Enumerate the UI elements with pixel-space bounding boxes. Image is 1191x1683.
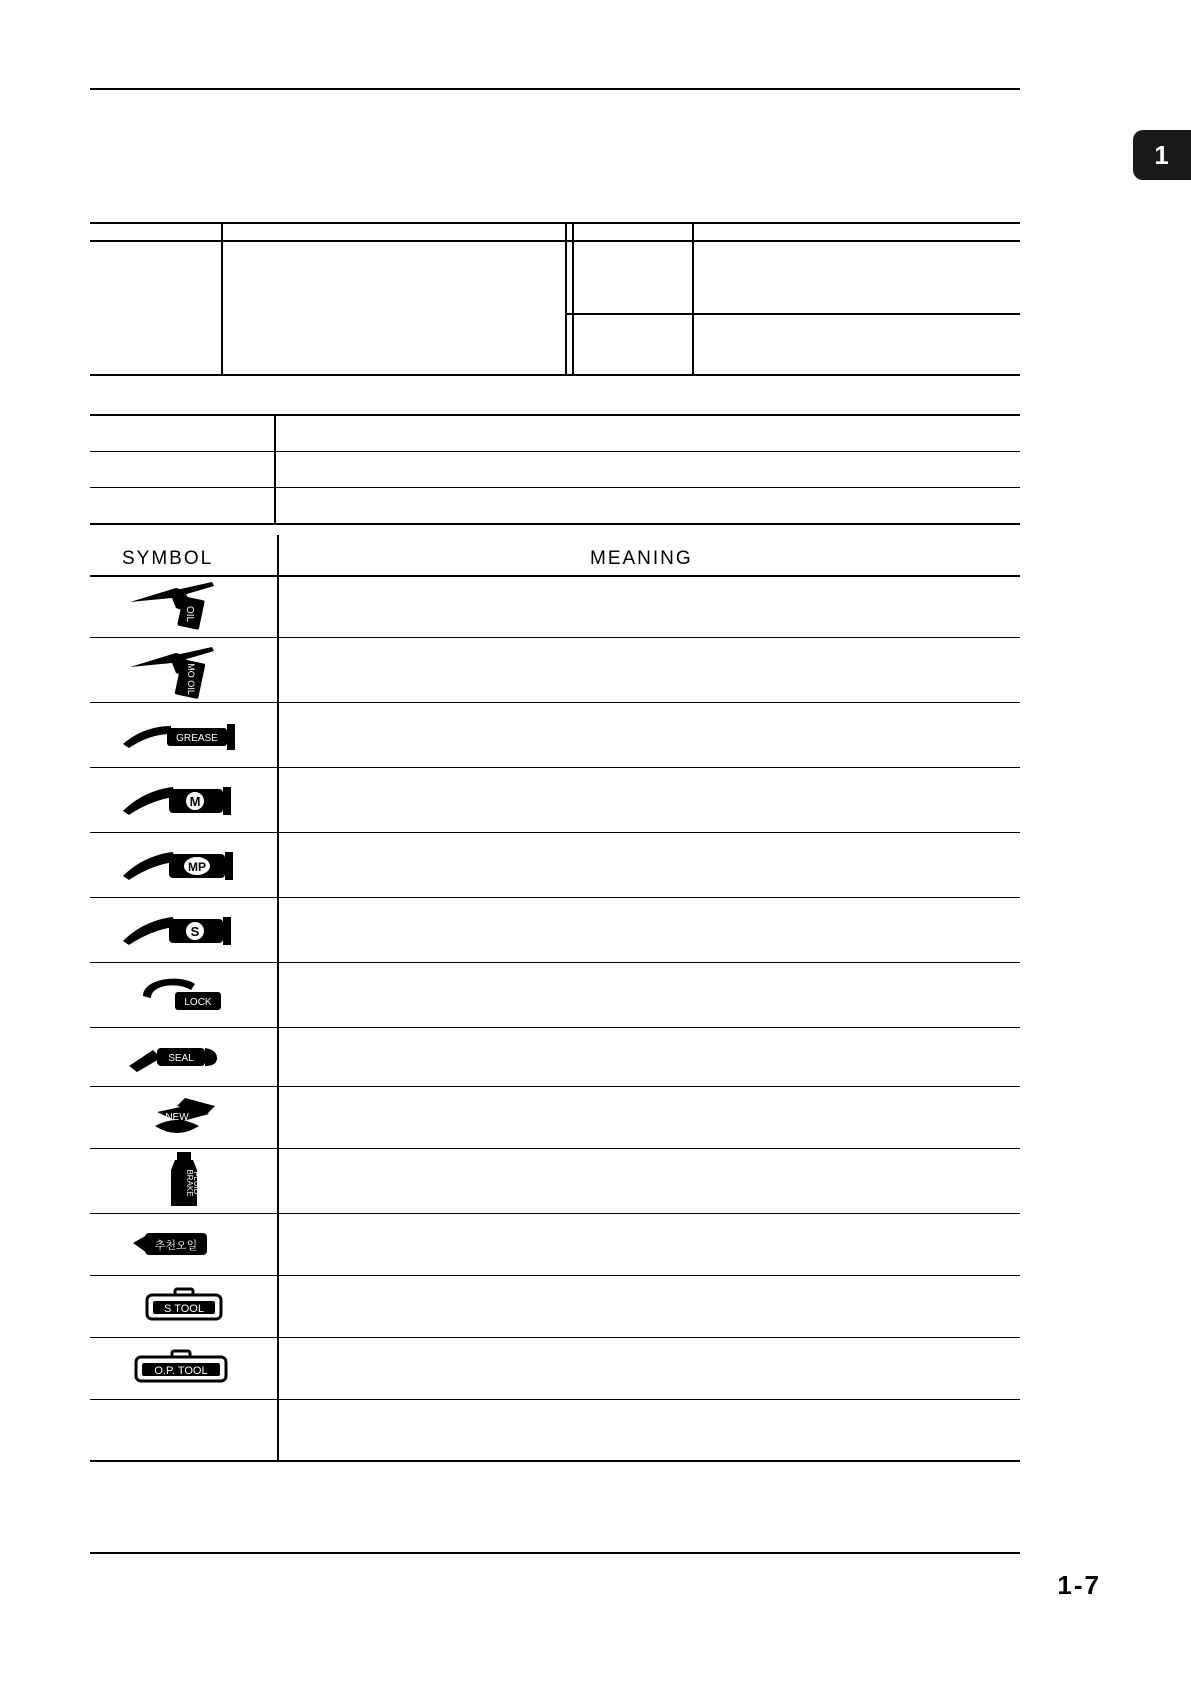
grease-gun-m-icon [91,775,277,831]
oiler-oil-icon [91,580,277,636]
recommended-oil-icon [91,1217,277,1273]
symbol-column-header: SYMBOL [122,548,214,569]
symbol-table-rule-2 [90,702,1020,703]
svg-text:S: S [190,924,200,939]
spec-table-vline-3 [572,222,574,376]
symbol-row-14-icon [91,1403,277,1459]
symbol-table-vline [277,535,279,1462]
symbol-table-rule-8 [90,1086,1020,1087]
svg-text:OIL: OIL [184,605,195,623]
grease-gun-mp-icon [91,840,277,896]
symbol-table-rule-4 [90,832,1020,833]
spec-table-vline-4 [692,222,694,376]
info-table-vline [274,414,276,525]
svg-text:MO OIL: MO OIL [186,663,196,695]
brake-fluid-bottle-icon [91,1152,277,1208]
chapter-tab: 1 [1133,130,1191,180]
meaning-column-header: MEANING [590,548,693,569]
symbol-table-rule-11 [90,1275,1020,1276]
info-table-rule-2 [90,487,1020,488]
symbol-table-rule-5 [90,897,1020,898]
spec-table-rule-bottom [90,374,1020,376]
optional-tool-label: O.P. TOOL [154,1365,208,1377]
recommended-oil-label: 추천오일 [154,1240,198,1252]
svg-text:SEAL: SEAL [168,1053,194,1064]
lock-agent-icon [91,968,277,1024]
footer-rule [90,1552,1020,1554]
page-number: 1-7 [1057,1570,1101,1600]
svg-text:MP: MP [188,860,206,874]
symbol-table-rule-3 [90,767,1020,768]
symbol-table-rule-6 [90,962,1020,963]
svg-text:FLUID: FLUID [192,1171,201,1195]
grease-gun-s-icon [91,905,277,961]
optional-tool-icon [91,1341,277,1397]
header-rule [90,88,1020,90]
oiler-mo-oil-icon [91,645,277,701]
svg-text:BRAKE: BRAKE [185,1169,194,1197]
spec-table-vline-2 [565,222,567,376]
special-tool-icon [91,1279,277,1335]
symbol-table-rule-12 [90,1337,1020,1338]
symbol-table-rule-bottom [90,1460,1020,1462]
symbol-table-rule-13 [90,1399,1020,1400]
svg-text:M: M [189,794,201,809]
symbol-table-rule-header [90,575,1020,577]
spec-table-rule-mid-right [567,313,1020,315]
spec-table-rule-header [90,240,1020,242]
info-table-rule-1 [90,451,1020,452]
info-table-rule-3 [90,523,1020,525]
svg-text:LOCK: LOCK [184,997,212,1008]
symbol-table-rule-9 [90,1148,1020,1149]
special-tool-label: S TOOL [164,1303,204,1315]
symbol-table-rule-7 [90,1027,1020,1028]
sealant-icon [91,1030,277,1086]
svg-text:GREASE: GREASE [176,733,218,744]
new-part-icon [91,1092,277,1148]
symbol-table-rule-1 [90,637,1020,638]
svg-text:NEW: NEW [165,1112,189,1123]
symbol-table-rule-10 [90,1213,1020,1214]
info-table-rule-0 [90,414,1020,416]
spec-table-vline-1 [221,222,223,376]
spec-table-rule-top [90,222,1020,224]
grease-gun-grease-icon [91,710,277,766]
